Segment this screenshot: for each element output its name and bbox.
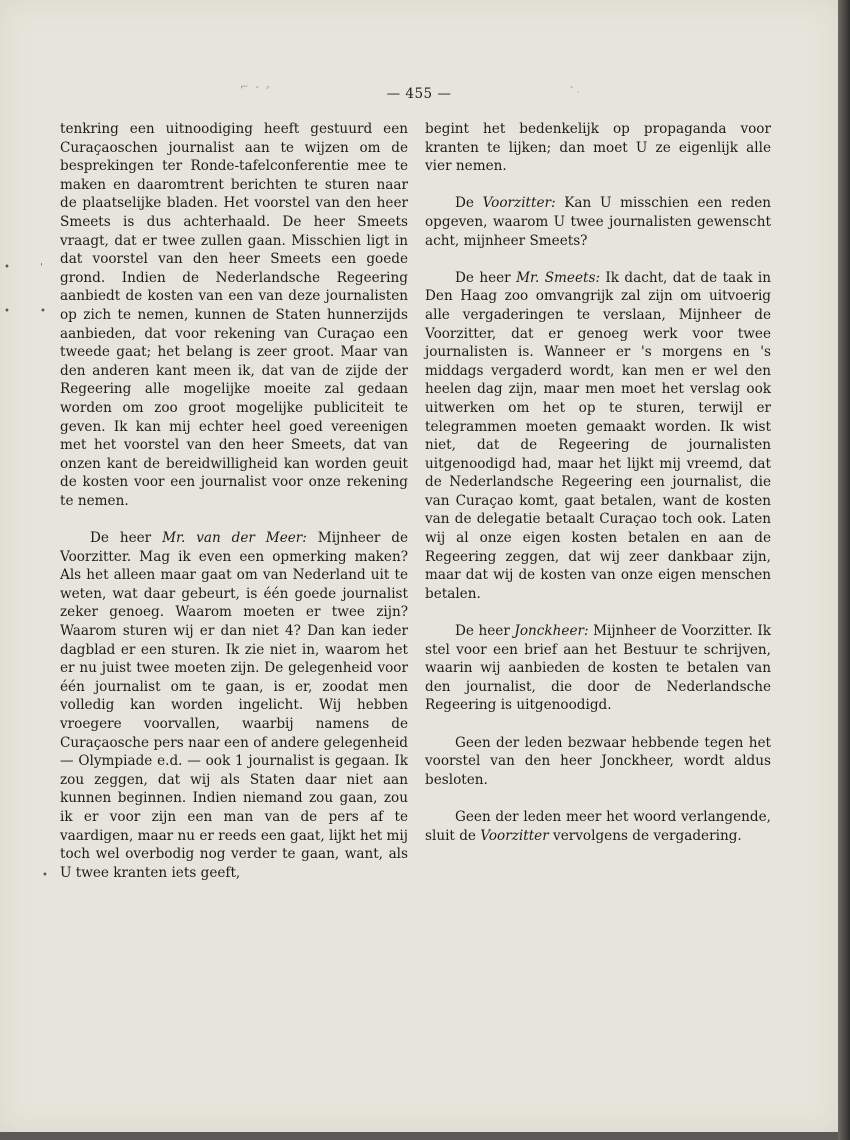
scan-artifact: ⌐ ‐ ⸗ bbox=[240, 82, 272, 93]
speaker-name: Mr. van der Meer: bbox=[162, 530, 307, 547]
speaker-name: Voorzitter bbox=[480, 827, 549, 844]
speaker-name: Mr. Smeets: bbox=[516, 269, 601, 286]
speaker-prefix: De heer bbox=[455, 269, 517, 286]
speech-text: Mijnheer de Voorzitter. Mag ik even een opmerking maken? Als het alleen maar gaat om van Nederland uit te weten, wat daar gebeurt, is één goede journalist zeker genoeg. Waarom moeten er twee zijn? Waarom sturen wij er dan niet 4? Dan kan ieder dagblad er een sturen. Ik zie niet in, waarom het er nu juist twee moeten zijn. De gelegenheid voor één journalist om te gaan, is er, zoodat men volledig kan worden ingelicht. Wij hebben vroegere voorvallen, waarbij namens de Curaçaosche pers naar een of andere gelegenheid — Olympiade e.d. — ook 1 journalist is gegaan. Ik zou zeggen, dat wij als Staten daar niet aan kunnen beginnen. Indien niemand zou gaan, zou ik er voor zijn een man van de pers af te vaardigen, maar nu er reeds een gaat, lijkt het mij toch wel overbodig nog verder te gaan, want, als U twee kranten iets geeft, bbox=[60, 530, 409, 881]
paragraph bbox=[425, 808, 771, 845]
paragraph: Geen der leden bezwaar hebbende tegen het voorstel van den heer Jonckheer, wordt aldus besloten. bbox=[425, 734, 771, 788]
margin-mark: • bbox=[4, 306, 10, 317]
paragraph bbox=[60, 529, 408, 882]
margin-mark: • bbox=[40, 306, 46, 317]
speech-text: vervolgens de vergadering. bbox=[548, 827, 742, 844]
speech-text: Mijnheer de Voorzitter. Ik stel voor een brief aan het Bestuur te schrijven, waarin wij aanbieden de kosten te betalen van den journalist, die door de Nederlandsche Regeering is uitgenoodigd. bbox=[425, 623, 771, 714]
speaker-prefix: De heer bbox=[90, 530, 163, 547]
margin-mark: ˈ bbox=[40, 263, 43, 274]
scan-edge bbox=[838, 0, 850, 1140]
speech-text: Ik dacht, dat de taak in Den Haag zoo omvangrijk zal zijn om uitvoerig alle vergaderingen te verslaan, Mijnheer de Voorzitter, dat er genoeg werk voor twee journalisten is. Wanneer er 's morgens en 's middags vergaderd wordt, kan men er wel den heelen dag zijn, maar men moet het verslag ook uitwerken om het op te sturen, terwijl er telegrammen moeten gemaakt worden. Ik wist niet, dat de Regeering de journalisten uitgenoodigd had, maar het lijkt mij vreemd, dat de Nederlandsche Regeering een journalist, die van Curaçao komt, gaat betalen, want de kosten van de delegatie betaalt Curaçao toch ook. Laten wij al onze eigen kosten betalen en aan de Regeering zeggen, dat wij zeer dankbaar zijn, maar dat wij de kosten van onze eigen menschen betalen. bbox=[425, 269, 771, 602]
speaker-name: Jonckheer: bbox=[514, 623, 589, 640]
right-column bbox=[425, 120, 771, 845]
scan-artifact: ‐ ˎ bbox=[570, 82, 580, 93]
speech-text: Kan U misschien een reden opgeven, waarom U twee journalisten gewenscht acht, mijnheer Smeets? bbox=[425, 195, 771, 249]
speaker-prefix: De bbox=[455, 195, 483, 212]
speaker-prefix: De heer bbox=[455, 623, 515, 640]
paragraph bbox=[425, 194, 771, 250]
scan-edge bbox=[0, 1132, 838, 1140]
paragraph bbox=[425, 622, 771, 715]
margin-mark: • bbox=[4, 262, 10, 273]
left-column bbox=[60, 120, 408, 882]
page-number: — 455 — bbox=[386, 86, 452, 102]
speech-text: Geen der leden meer het woord verlangende, sluit de bbox=[425, 808, 771, 844]
speaker-name: Voorzitter: bbox=[482, 195, 556, 212]
paragraph: begint het bedenkelijk op propaganda voor kranten te lijken; dan moet U ze eigenlijk alle vier nemen. bbox=[425, 121, 771, 175]
margin-mark: • bbox=[42, 870, 48, 881]
paragraph bbox=[425, 269, 771, 604]
paragraph: tenkring een uitnoodiging heeft gestuurd een Curaçaoschen journalist aan te wijzen om de besprekingen ter Ronde-tafelconferentie mee te maken en daaromtrent berichten te sturen naar de plaatselijke bladen. Het voorstel van den heer Smeets is dus achterhaald. De heer Smeets vraagt, dat er twee zullen gaan. Misschien ligt in dat voorstel van den heer Smeets een goede grond. Indien de Nederlandsche Regeering aanbiedt de kosten van een van deze journalisten op zich te nemen, kunnen de Staten hunnerzijds aanbieden, dat voor rekening van Curaçao een tweede gaat; het belang is zeer groot. Maar van den anderen kant meen ik, dat van de zijde der Regeering alle mogelijke moeite zal gedaan worden om zoo groot mogelijke publiciteit te geven. Ik kan mij echter heel goed vereenigen met het voorstel van den heer Smeets, dat van onzen kant de bereidwilligheid kan worden geuit de kosten voor een journalist voor onze rekening te nemen. bbox=[60, 121, 408, 509]
